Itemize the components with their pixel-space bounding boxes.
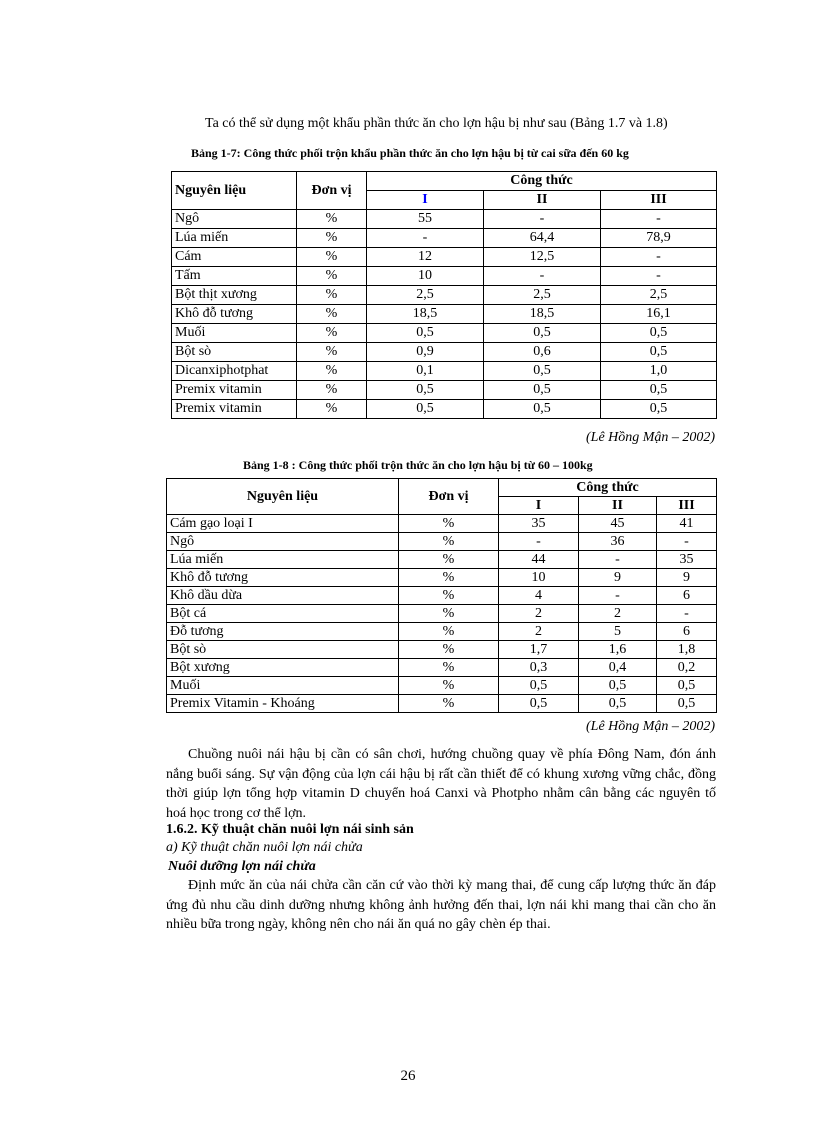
value-cell: 2 xyxy=(499,605,579,623)
table2-caption: Bảng 1-8 : Công thức phối trộn thức ăn cho lợn hậu bị từ 60 – 100kg xyxy=(243,458,593,472)
paragraph-1-text: Chuồng nuôi nái hậu bị cần có sân chơi, hướng chuồng quay về phía Đông Nam, đón ánh nắng buổi sáng. Sự vận động của lợn cái hậu bị rất cần thiết để có khung xương vững chắc, đồng thời giúp lợn tổng hợp vitamin D chuyển hoá Canxi và Photpho nhằm cân bằng các nguyên tố hoá học trong cơ thể lợn. xyxy=(166,747,716,821)
paragraph-1 xyxy=(166,745,716,823)
value-cell: - xyxy=(657,533,717,551)
ingredient-cell: Muối xyxy=(172,324,297,343)
value-cell: 6 xyxy=(657,587,717,605)
unit-cell: % xyxy=(297,305,367,324)
table-row xyxy=(172,381,717,400)
value-cell: - xyxy=(601,267,717,286)
table2-header-formula-2: II xyxy=(579,497,657,515)
paragraph-2 xyxy=(166,876,716,935)
unit-cell: % xyxy=(297,229,367,248)
value-cell: 18,5 xyxy=(484,305,601,324)
table-row xyxy=(167,641,717,659)
value-cell: 78,9 xyxy=(601,229,717,248)
ingredient-cell: Tấm xyxy=(172,267,297,286)
value-cell: - xyxy=(484,267,601,286)
value-cell: 10 xyxy=(499,569,579,587)
table2-header-formula: Công thức xyxy=(499,479,717,497)
value-cell: - xyxy=(601,248,717,267)
subsection-heading: a) Kỹ thuật chăn nuôi lợn nái chửa xyxy=(166,840,363,855)
value-cell: 2 xyxy=(499,623,579,641)
table-row xyxy=(167,695,717,713)
value-cell: 0,5 xyxy=(601,324,717,343)
value-cell: 0,5 xyxy=(499,677,579,695)
value-cell: 0,5 xyxy=(601,400,717,419)
value-cell: 10 xyxy=(367,267,484,286)
ingredient-cell: Khô dầu dừa xyxy=(167,587,399,605)
table-row xyxy=(167,587,717,605)
value-cell: 0,3 xyxy=(499,659,579,677)
value-cell: 0,5 xyxy=(657,677,717,695)
unit-cell: % xyxy=(399,677,499,695)
value-cell: 44 xyxy=(499,551,579,569)
ingredient-cell: Muối xyxy=(167,677,399,695)
table1-header-formula-1: I xyxy=(367,191,484,210)
value-cell: - xyxy=(601,210,717,229)
value-cell: 0,4 xyxy=(579,659,657,677)
ingredient-cell: Cám xyxy=(172,248,297,267)
paragraph-2-text: Định mức ăn của nái chửa cần căn cứ vào thời kỳ mang thai, để cung cấp lượng thức ăn đáp ứng đủ nhu cầu dinh dưỡng nhưng không ảnh hưởng đến thai, lợn nái khi mang thai cần cho ăn nhiều bữa trong ngày, không nên cho nái ăn quá no gây chèn ép thai. xyxy=(166,878,716,932)
table-row xyxy=(167,677,717,695)
value-cell: 5 xyxy=(579,623,657,641)
table-row xyxy=(172,362,717,381)
table-row xyxy=(167,569,717,587)
table2-header-unit: Đơn vị xyxy=(399,479,499,515)
ingredient-cell: Khô đỗ tương xyxy=(172,305,297,324)
table1 xyxy=(171,171,717,419)
value-cell: 16,1 xyxy=(601,305,717,324)
table-row xyxy=(167,605,717,623)
ingredient-cell: Dicanxiphotphat xyxy=(172,362,297,381)
ingredient-cell: Bột sò xyxy=(167,641,399,659)
table-row xyxy=(172,229,717,248)
ingredient-cell: Bột sò xyxy=(172,343,297,362)
table-row xyxy=(167,659,717,677)
unit-cell: % xyxy=(399,587,499,605)
value-cell: 0,5 xyxy=(499,695,579,713)
table-row xyxy=(172,267,717,286)
table2-body xyxy=(167,515,717,713)
value-cell: 1,8 xyxy=(657,641,717,659)
unit-cell: % xyxy=(297,267,367,286)
value-cell: - xyxy=(657,605,717,623)
table1-caption: Bảng 1-7: Công thức phối trộn khẩu phần thức ăn cho lợn hậu bị từ cai sữa đến 60 kg xyxy=(191,146,629,160)
value-cell: 36 xyxy=(579,533,657,551)
value-cell: 0,5 xyxy=(367,381,484,400)
page-number: 26 xyxy=(400,1068,416,1084)
value-cell: 0,6 xyxy=(484,343,601,362)
value-cell: 4 xyxy=(499,587,579,605)
unit-cell: % xyxy=(297,400,367,419)
unit-cell: % xyxy=(399,515,499,533)
table2 xyxy=(166,478,717,713)
table2-header-ingredient: Nguyên liệu xyxy=(167,479,399,515)
section-heading: 1.6.2. Kỹ thuật chăn nuôi lợn nái sinh sản xyxy=(166,822,414,837)
value-cell: 6 xyxy=(657,623,717,641)
unit-cell: % xyxy=(297,343,367,362)
ingredient-cell: Cám gạo loại I xyxy=(167,515,399,533)
value-cell: 0,5 xyxy=(367,324,484,343)
value-cell: 0,9 xyxy=(367,343,484,362)
table1-header-formula-2: II xyxy=(484,191,601,210)
value-cell: - xyxy=(484,210,601,229)
unit-cell: % xyxy=(399,641,499,659)
value-cell: 64,4 xyxy=(484,229,601,248)
value-cell: - xyxy=(579,587,657,605)
value-cell: 55 xyxy=(367,210,484,229)
value-cell: 12,5 xyxy=(484,248,601,267)
value-cell: 45 xyxy=(579,515,657,533)
value-cell: 1,7 xyxy=(499,641,579,659)
value-cell: 0,1 xyxy=(367,362,484,381)
unit-cell: % xyxy=(399,533,499,551)
ingredient-cell: Ngô xyxy=(167,533,399,551)
value-cell: 1,6 xyxy=(579,641,657,659)
ingredient-cell: Lúa miến xyxy=(167,551,399,569)
value-cell: 2 xyxy=(579,605,657,623)
value-cell: - xyxy=(499,533,579,551)
unit-cell: % xyxy=(399,569,499,587)
ingredient-cell: Khô đỗ tương xyxy=(167,569,399,587)
value-cell: 2,5 xyxy=(484,286,601,305)
table-row xyxy=(172,210,717,229)
unit-cell: % xyxy=(399,605,499,623)
table-row xyxy=(167,533,717,551)
table-row xyxy=(167,551,717,569)
value-cell: - xyxy=(579,551,657,569)
unit-cell: % xyxy=(297,210,367,229)
value-cell: 35 xyxy=(499,515,579,533)
table2-header-formula-3: III xyxy=(657,497,717,515)
ingredient-cell: Bột thịt xương xyxy=(172,286,297,305)
value-cell: 0,5 xyxy=(579,695,657,713)
value-cell: 9 xyxy=(657,569,717,587)
table1-source: (Lê Hồng Mận – 2002) xyxy=(586,430,716,445)
value-cell: 0,5 xyxy=(484,362,601,381)
value-cell: 0,5 xyxy=(367,400,484,419)
ingredient-cell: Lúa miến xyxy=(172,229,297,248)
table-row xyxy=(172,248,717,267)
value-cell: 1,0 xyxy=(601,362,717,381)
ingredient-cell: Premix Vitamin - Khoáng xyxy=(167,695,399,713)
table-row xyxy=(172,400,717,419)
table1-header-unit: Đơn vị xyxy=(297,172,367,210)
value-cell: 0,2 xyxy=(657,659,717,677)
unit-cell: % xyxy=(297,286,367,305)
intro-text: Ta có thể sử dụng một khẩu phần thức ăn cho lợn hậu bị như sau (Bảng 1.7 và 1.8) xyxy=(205,116,668,131)
ingredient-cell: Premix vitamin xyxy=(172,400,297,419)
value-cell: 0,5 xyxy=(601,381,717,400)
value-cell: - xyxy=(367,229,484,248)
table-row xyxy=(167,515,717,533)
unit-cell: % xyxy=(297,381,367,400)
table-row xyxy=(172,324,717,343)
value-cell: 0,5 xyxy=(484,324,601,343)
sub-subsection-heading: Nuôi dưỡng lợn nái chửa xyxy=(168,859,316,874)
value-cell: 18,5 xyxy=(367,305,484,324)
value-cell: 2,5 xyxy=(601,286,717,305)
value-cell: 0,5 xyxy=(601,343,717,362)
value-cell: 0,5 xyxy=(657,695,717,713)
table-row xyxy=(167,623,717,641)
ingredient-cell: Bột cá xyxy=(167,605,399,623)
unit-cell: % xyxy=(399,551,499,569)
value-cell: 41 xyxy=(657,515,717,533)
table2-header-formula-1: I xyxy=(499,497,579,515)
table1-header-formula-3: III xyxy=(601,191,717,210)
value-cell: 0,5 xyxy=(484,381,601,400)
table-row xyxy=(172,343,717,362)
unit-cell: % xyxy=(399,695,499,713)
ingredient-cell: Premix vitamin xyxy=(172,381,297,400)
value-cell: 12 xyxy=(367,248,484,267)
table-row xyxy=(172,286,717,305)
unit-cell: % xyxy=(297,362,367,381)
ingredient-cell: Ngô xyxy=(172,210,297,229)
table1-body xyxy=(172,210,717,419)
unit-cell: % xyxy=(399,659,499,677)
table1-header-ingredient: Nguyên liệu xyxy=(172,172,297,210)
ingredient-cell: Bột xương xyxy=(167,659,399,677)
value-cell: 35 xyxy=(657,551,717,569)
table-row xyxy=(172,305,717,324)
ingredient-cell: Đỗ tương xyxy=(167,623,399,641)
value-cell: 9 xyxy=(579,569,657,587)
value-cell: 2,5 xyxy=(367,286,484,305)
table2-source: (Lê Hồng Mận – 2002) xyxy=(586,719,716,734)
unit-cell: % xyxy=(399,623,499,641)
unit-cell: % xyxy=(297,324,367,343)
value-cell: 0,5 xyxy=(579,677,657,695)
value-cell: 0,5 xyxy=(484,400,601,419)
unit-cell: % xyxy=(297,248,367,267)
table1-header-formula: Công thức xyxy=(367,172,717,191)
